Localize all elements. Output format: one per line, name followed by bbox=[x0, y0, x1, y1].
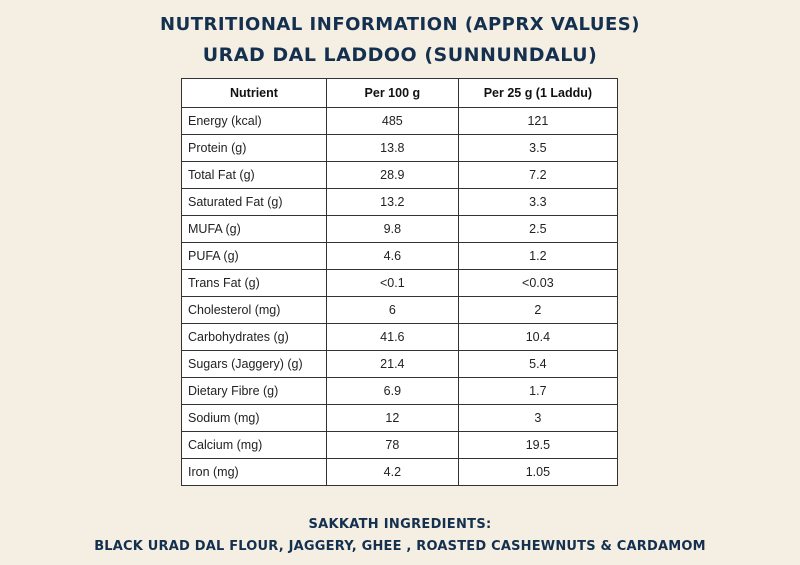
table-row bbox=[182, 378, 618, 405]
value-per-25g: 1.05 bbox=[458, 459, 617, 486]
value-per-25g: 3.5 bbox=[458, 135, 617, 162]
table-row bbox=[182, 324, 618, 351]
nutrient-name: Dietary Fibre (g) bbox=[182, 378, 327, 405]
ingredients-list: BLACK URAD DAL FLOUR, JAGGERY, GHEE , ROASTED CASHEWNUTS & CARDAMOM bbox=[94, 539, 706, 554]
table-row bbox=[182, 459, 618, 486]
value-per-100g: 41.6 bbox=[326, 324, 458, 351]
value-per-25g: 3.3 bbox=[458, 189, 617, 216]
value-per-25g: 7.2 bbox=[458, 162, 617, 189]
page-title: NUTRITIONAL INFORMATION (APPRX VALUES) bbox=[160, 14, 640, 35]
table-row bbox=[182, 243, 618, 270]
value-per-25g: <0.03 bbox=[458, 270, 617, 297]
value-per-100g: 28.9 bbox=[326, 162, 458, 189]
value-per-100g: 485 bbox=[326, 108, 458, 135]
table-header-row bbox=[182, 79, 618, 108]
value-per-25g: 3 bbox=[458, 405, 617, 432]
table-row bbox=[182, 135, 618, 162]
table-row bbox=[182, 162, 618, 189]
value-per-100g: 78 bbox=[326, 432, 458, 459]
value-per-25g: 10.4 bbox=[458, 324, 617, 351]
nutrient-name: Energy (kcal) bbox=[182, 108, 327, 135]
nutrient-name: Carbohydrates (g) bbox=[182, 324, 327, 351]
nutrient-name: Total Fat (g) bbox=[182, 162, 327, 189]
value-per-25g: 19.5 bbox=[458, 432, 617, 459]
value-per-25g: 1.7 bbox=[458, 378, 617, 405]
value-per-25g: 2.5 bbox=[458, 216, 617, 243]
table-row bbox=[182, 189, 618, 216]
nutrient-name: Protein (g) bbox=[182, 135, 327, 162]
value-per-100g: 6 bbox=[326, 297, 458, 324]
nutrient-name: Sugars (Jaggery) (g) bbox=[182, 351, 327, 378]
table-row bbox=[182, 270, 618, 297]
nutrition-table bbox=[181, 78, 618, 486]
table-row bbox=[182, 405, 618, 432]
value-per-100g: 21.4 bbox=[326, 351, 458, 378]
value-per-25g: 1.2 bbox=[458, 243, 617, 270]
value-per-25g: 121 bbox=[458, 108, 617, 135]
value-per-25g: 5.4 bbox=[458, 351, 617, 378]
nutrient-name: MUFA (g) bbox=[182, 216, 327, 243]
value-per-100g: <0.1 bbox=[326, 270, 458, 297]
value-per-100g: 4.2 bbox=[326, 459, 458, 486]
table-row bbox=[182, 297, 618, 324]
table-row bbox=[182, 351, 618, 378]
nutrient-name: Trans Fat (g) bbox=[182, 270, 327, 297]
column-header-per-25g: Per 25 g (1 Laddu) bbox=[458, 79, 617, 108]
column-header-per-100g: Per 100 g bbox=[326, 79, 458, 108]
value-per-100g: 6.9 bbox=[326, 378, 458, 405]
nutrient-name: Cholesterol (mg) bbox=[182, 297, 327, 324]
value-per-100g: 12 bbox=[326, 405, 458, 432]
nutrient-name: Saturated Fat (g) bbox=[182, 189, 327, 216]
value-per-100g: 13.8 bbox=[326, 135, 458, 162]
table-row bbox=[182, 432, 618, 459]
value-per-100g: 4.6 bbox=[326, 243, 458, 270]
nutrient-name: Iron (mg) bbox=[182, 459, 327, 486]
column-header-nutrient: Nutrient bbox=[182, 79, 327, 108]
nutrient-name: Sodium (mg) bbox=[182, 405, 327, 432]
nutrient-name: PUFA (g) bbox=[182, 243, 327, 270]
nutrient-name: Calcium (mg) bbox=[182, 432, 327, 459]
ingredients-label: SAKKATH INGREDIENTS: bbox=[308, 517, 492, 532]
value-per-25g: 2 bbox=[458, 297, 617, 324]
value-per-100g: 9.8 bbox=[326, 216, 458, 243]
product-name: URAD DAL LADDOO (SUNNUNDALU) bbox=[202, 44, 598, 66]
table-row bbox=[182, 216, 618, 243]
value-per-100g: 13.2 bbox=[326, 189, 458, 216]
table-row bbox=[182, 108, 618, 135]
